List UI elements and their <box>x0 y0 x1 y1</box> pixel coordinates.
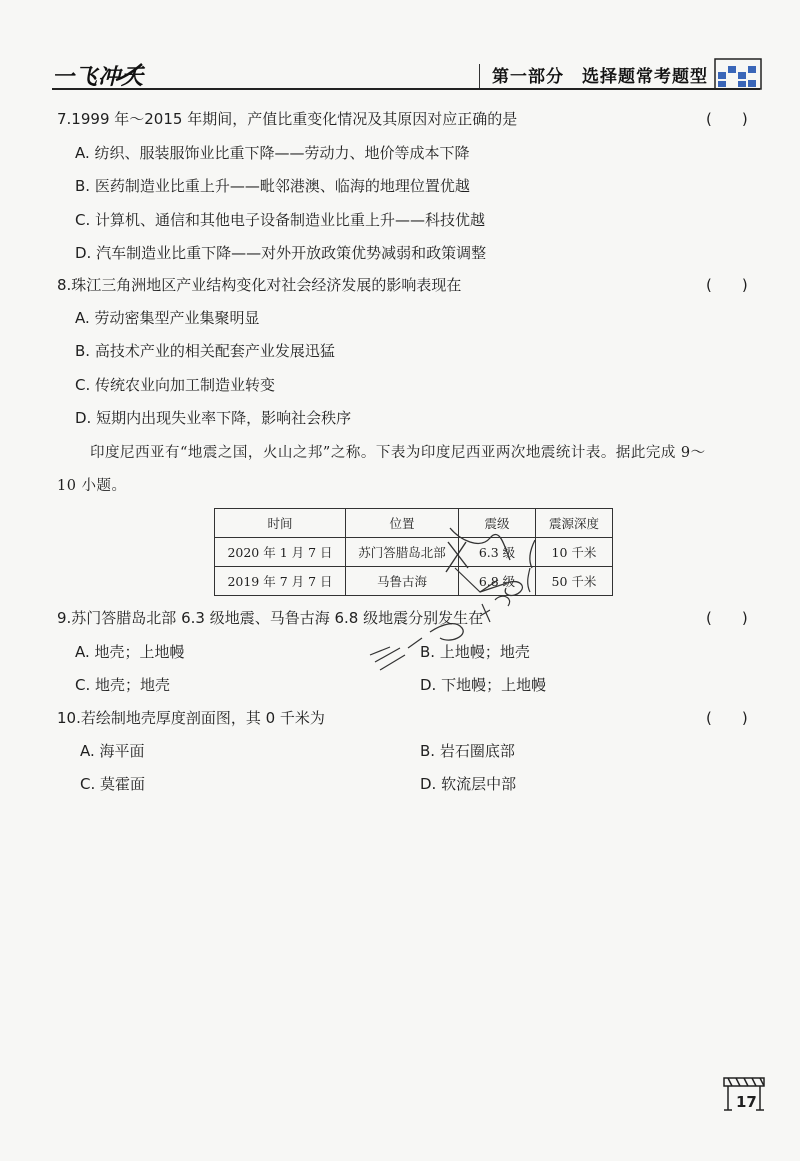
question-10-stem: 10.若绘制地壳厚度剖面图，其 0 千米为 <box>57 709 325 727</box>
header-separator <box>479 64 480 90</box>
question-9-option-c: C. 地壳；地壳 <box>75 676 171 694</box>
question-10-option-b: B. 岩石圈底部 <box>420 742 515 760</box>
question-8-option-b: B. 高技术产业的相关配套产业发展迅猛 <box>75 342 335 360</box>
question-7-option-b: B. 医药制造业比重上升——毗邻港澳、临海的地理位置优越 <box>75 177 470 195</box>
question-8-option-a: A. 劳动密集型产业集聚明显 <box>75 309 260 327</box>
passage-line-1: 印度尼西亚有“地震之国，火山之邦”之称。下表为印度尼西亚两次地震统计表。据此完成 9～ <box>90 445 706 461</box>
question-9-option-d: D. 下地幔；上地幔 <box>420 676 547 694</box>
page-number: 17 <box>736 1093 757 1111</box>
question-8-option-d: D. 短期内出现失业率下降，影响社会秩序 <box>75 409 352 427</box>
table-cell: 2019 年 7 月 7 日 <box>215 567 346 596</box>
question-8-answer-blank: ( ) <box>706 276 748 294</box>
table-cell: 6.3 级 <box>459 538 536 567</box>
table-header: 时间 <box>215 509 346 538</box>
table-cell: 2020 年 1 月 7 日 <box>215 538 346 567</box>
table-header: 震源深度 <box>536 509 613 538</box>
table-cell: 马鲁古海 <box>346 567 459 596</box>
question-9-answer-blank: ( ) <box>706 609 748 627</box>
earthquake-table <box>214 508 613 596</box>
table-row <box>215 567 613 596</box>
question-10-option-c: C. 莫霍面 <box>80 775 146 793</box>
header-rule <box>52 88 760 90</box>
swoosh-icon <box>114 62 144 84</box>
part-label: 第一部分 <box>492 67 564 87</box>
question-7-option-c: C. 计算机、通信和其他电子设备制造业比重上升——科技优越 <box>75 211 486 229</box>
question-9-stem: 9.苏门答腊岛北部 6.3 级地震、马鲁古海 6.8 级地震分别发生在 <box>57 609 484 627</box>
question-7-option-a: A. 纺织、服装服饰业比重下降——劳动力、地价等成本下降 <box>75 144 470 162</box>
question-7-answer-blank: ( ) <box>706 110 748 128</box>
question-9-option-a: A. 地壳；上地幔 <box>75 643 185 661</box>
question-9-option-b: B. 上地幔；地壳 <box>420 643 530 661</box>
table-header-row <box>215 509 613 538</box>
table-header: 震级 <box>459 509 536 538</box>
question-8-option-c: C. 传统农业向加工制造业转变 <box>75 376 276 394</box>
table-cell: 10 千米 <box>536 538 613 567</box>
grid-blocks-icon <box>714 58 762 90</box>
question-8-stem: 8.珠江三角洲地区产业结构变化对社会经济发展的影响表现在 <box>57 276 462 294</box>
question-7-option-d: D. 汽车制造业比重下降——对外开放政策优势减弱和政策调整 <box>75 244 487 262</box>
question-10-option-a: A. 海平面 <box>80 742 145 760</box>
brand-logo: 一飞冲天 <box>52 64 145 90</box>
passage-line-2: 10 小题。 <box>57 478 127 494</box>
table-cell: 6.8 级 <box>459 567 536 596</box>
page-header <box>52 58 760 92</box>
table-header: 位置 <box>346 509 459 538</box>
question-10-answer-blank: ( ) <box>706 709 748 727</box>
section-label: 选择题常考题型 <box>582 67 708 87</box>
section-title <box>492 62 708 87</box>
table-row <box>215 538 613 567</box>
question-7-stem: 7.1999 年～2015 年期间，产值比重变化情况及其原因对应正确的是 <box>57 110 518 128</box>
table-cell: 苏门答腊岛北部 <box>346 538 459 567</box>
table-cell: 50 千米 <box>536 567 613 596</box>
question-10-option-d: D. 软流层中部 <box>420 775 517 793</box>
